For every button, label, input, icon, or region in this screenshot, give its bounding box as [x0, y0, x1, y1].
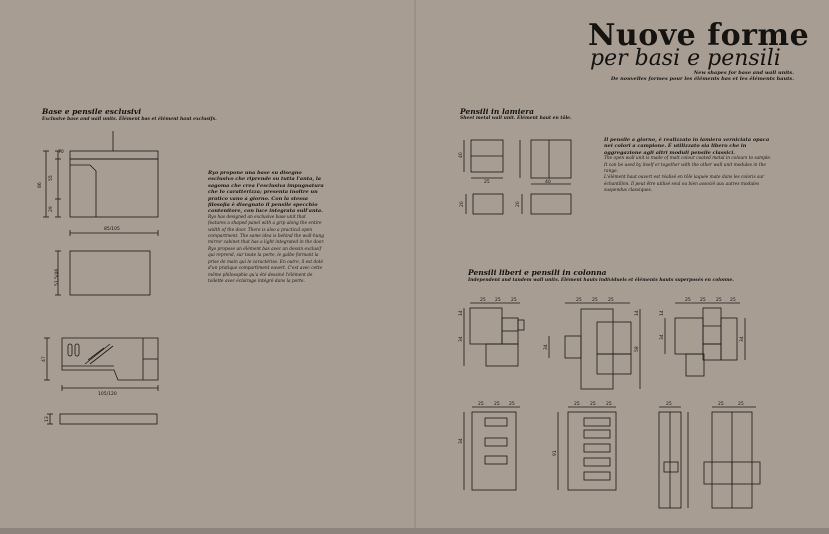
right-description-en: The open wall unit is made of matt colour coated metal in colours to sample. It can be used by itself or together with the other wall unit modules in the range. — [604, 156, 772, 175]
dim-34-a: 34 — [459, 336, 464, 342]
right-description-fr: L'élément haut ouvert est réalisé en tôle laquée mate dans les coloris sur échantillon. Il peut être utilisé seul ou bien associé aux autres modules suspendus classiques. — [604, 175, 765, 194]
dim-58: 58 — [635, 346, 640, 352]
right-section-subtitle-1: Sheet metal wall unit. Élément haut en tôle. — [460, 116, 572, 121]
dim-h40: 40 — [459, 152, 464, 158]
left-section-subtitle: Exclusive base and wall units. Élément bas et élément haut exclusifs. — [42, 117, 217, 122]
dim-25-e: 25 — [592, 298, 598, 303]
composition-3 — [665, 303, 745, 376]
dim-55: 55 — [49, 175, 54, 181]
dim-25-p: 25 — [606, 402, 612, 407]
dim-14-a: 14 — [459, 310, 464, 316]
heading-translation-fr: De nouvelles formes pour les éléments bas et les éléments hauts. — [610, 76, 794, 82]
column-unit-3 — [659, 407, 688, 508]
column-unit-4 — [704, 407, 760, 508]
dim-w25: 25 — [484, 180, 490, 185]
dim-h20-b: 20 — [516, 201, 521, 207]
dim-34-c: 34 — [660, 334, 665, 340]
dim-34-b: 34 — [544, 344, 549, 350]
column-unit-2 — [558, 407, 616, 490]
dim-w40: 40 — [545, 180, 551, 185]
main-title: Nuove forme — [588, 18, 810, 53]
dim-25-n: 25 — [574, 402, 580, 407]
dim-width-105-120: 105/120 — [98, 392, 117, 397]
dim-25-a: 25 — [480, 298, 486, 303]
dim-h20-a: 20 — [460, 201, 465, 207]
dim-25-k: 25 — [478, 402, 484, 407]
dim-47: 47 — [42, 356, 47, 362]
dim-depth-51-46: 51,5/46 — [55, 268, 60, 286]
heading-translation-en: New shapes for base and wall units. — [693, 70, 794, 76]
left-section-title: Base e pensile esclusivi — [42, 107, 142, 116]
dim-25-i: 25 — [716, 298, 722, 303]
dim-34-d: 34 — [740, 336, 745, 342]
column-unit-1 — [464, 407, 520, 490]
dim-25-b: 25 — [495, 298, 501, 303]
dim-25-c: 25 — [511, 298, 517, 303]
main-subtitle: per basi e pensili — [590, 46, 781, 71]
dim-25-s: 25 — [738, 402, 744, 407]
base-unit-plan — [55, 251, 150, 295]
dim-25-m: 25 — [509, 402, 515, 407]
left-description-it: Ryo propone una base su disegno esclusivo che riprende su tutta l'anta, la sagoma che crea l'esclusiva impugnatura che lo caratterizza; presenta inoltre un pratico vano a giorno. Con la stessa filosofia è disegnato il pensile specchio contenitore, con luce integrata sull'anta. — [208, 170, 324, 215]
dim-25-g: 25 — [685, 298, 691, 303]
dim-25-r: 25 — [718, 402, 724, 407]
dim-25-j: 25 — [730, 298, 736, 303]
dim-34-e: 34 — [459, 438, 464, 444]
right-section-title-2: Pensili liberi e pensili in colonna — [468, 268, 607, 277]
dim-width-85-105: 85/105 — [104, 227, 120, 232]
dim-14-c: 14 — [660, 310, 665, 316]
dim-25-q: 25 — [666, 402, 672, 407]
composition-1 — [464, 303, 524, 366]
base-unit-elevation — [43, 131, 158, 217]
dim-25-d: 25 — [576, 298, 582, 303]
left-description-fr: Ryo propose un élément bas avec un dessin exclusif qui reprend, sur toute la porte, le galbe formant la prise de main qui le caractérise. En outre, il est doté d'un pratique compartiment ouvert. C'est avec cette même philosophie qu'a été dessiné l'élément de toilette avec éclairage intégré dans la porte. — [208, 246, 324, 284]
metal-unit-front-40 — [520, 140, 571, 184]
metal-unit-front-25 — [464, 140, 503, 178]
shelf — [47, 414, 157, 424]
dim-25-h: 25 — [700, 298, 706, 303]
left-description-en: Ryo has designed an exclusive base unit that features a shaped panel with a grip along the entire width of the door. There is also a practical open compartment. The same idea is behind the wall-hung mirror cabinet that has a light integrated in the door. — [208, 214, 325, 246]
dim-29: 29 — [49, 206, 54, 212]
right-description-it: Il pensile a giorno, è realizzato in lamiera verniciata opaca nei colori a campione. È utilizzato sia libero che in aggregazione agli altri moduli pensile classici. — [604, 137, 770, 156]
mirror-cabinet — [44, 338, 158, 391]
dim-86: 86 — [38, 182, 43, 188]
dim-91: 91 — [553, 450, 558, 456]
dim-25-f: 25 — [608, 298, 614, 303]
dim-25-l: 25 — [494, 402, 500, 407]
right-section-subtitle-2: Independent and tandem wall units. Élément hauts individuels et éléments hauts superposés en colonne. — [468, 278, 734, 283]
right-section-title-1: Pensili in lamiera — [460, 107, 535, 116]
dim-70: 70 — [58, 150, 64, 155]
composition-2 — [549, 303, 640, 389]
dim-14-b: 14 — [635, 310, 640, 316]
dim-25-o: 25 — [590, 402, 596, 407]
dim-13: 13 — [45, 416, 50, 422]
